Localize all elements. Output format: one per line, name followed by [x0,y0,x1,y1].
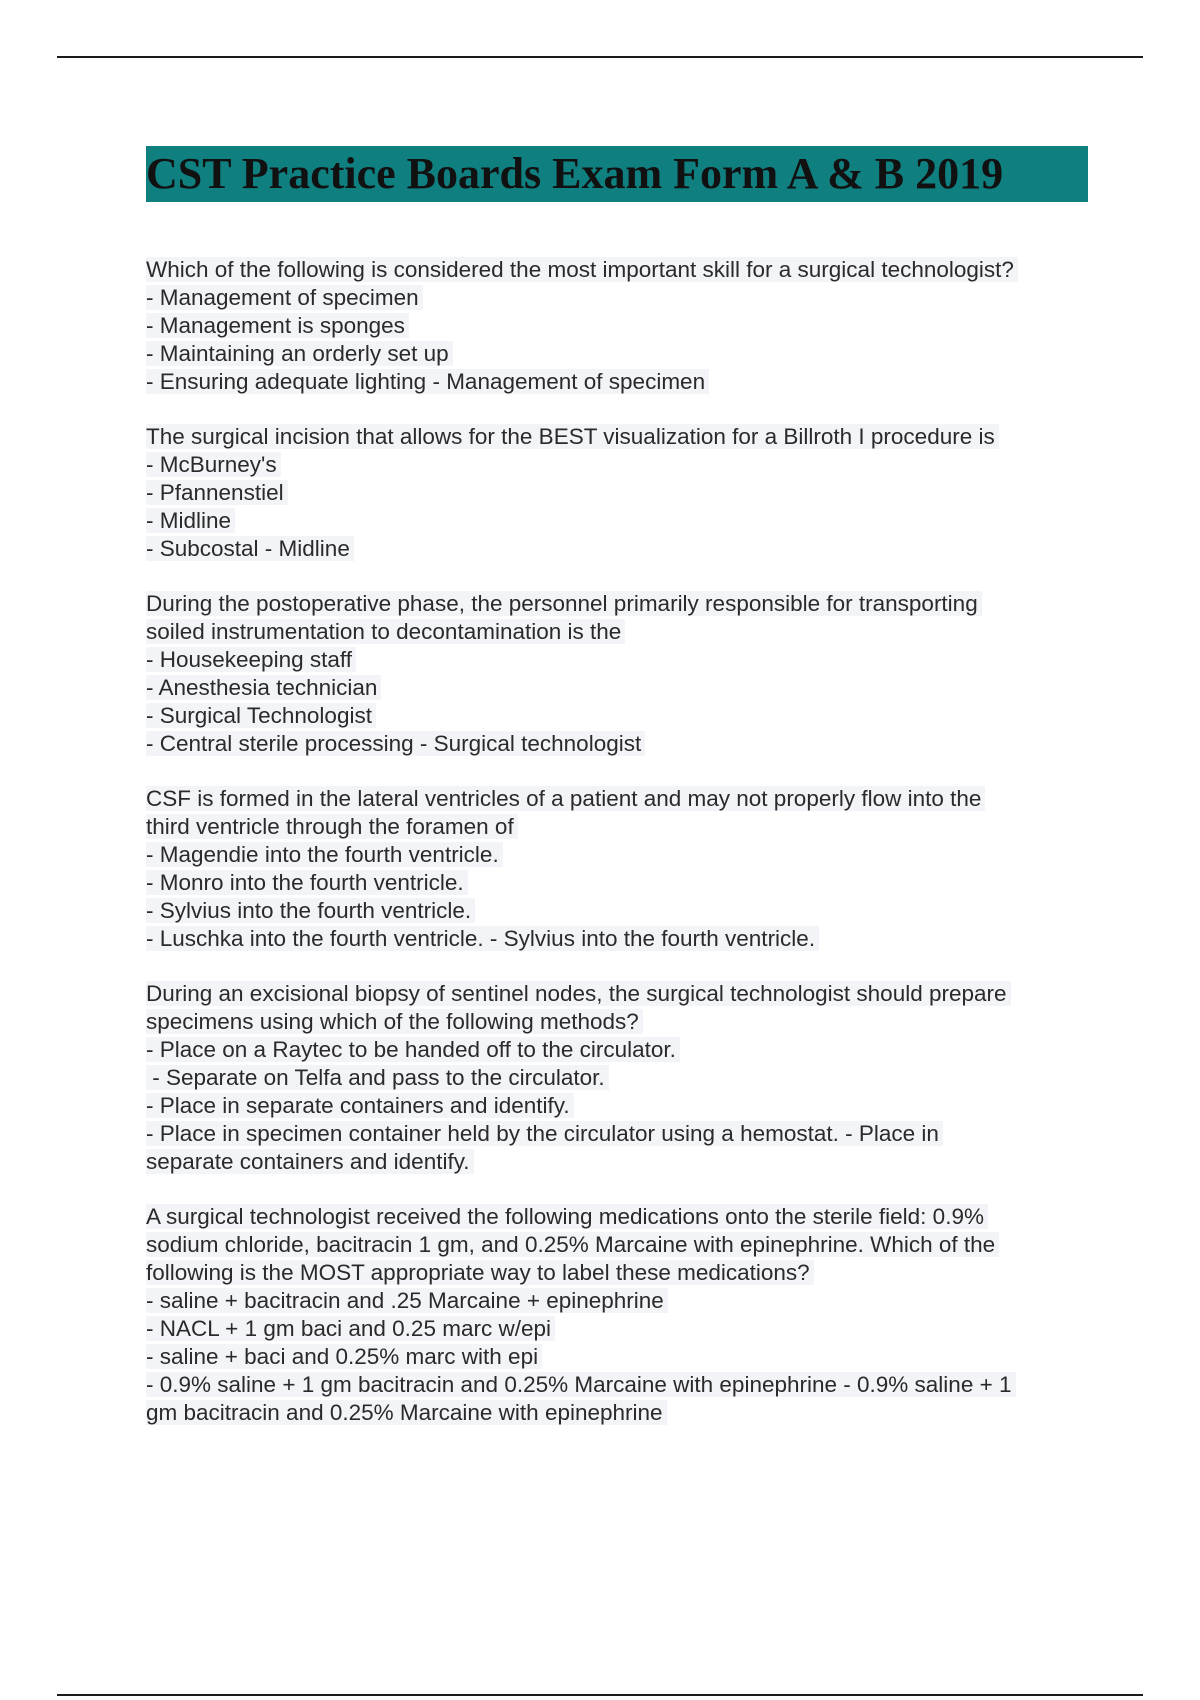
question-line [146,925,1106,953]
line-text: - Place in separate containers and identify. [146,1093,574,1118]
question-line [146,1148,1106,1176]
question-text [146,256,1106,284]
question-line [146,1064,1106,1092]
line-text: - Midline [146,508,235,533]
question-line [146,340,1106,368]
question-line [146,1399,1106,1427]
question-line [146,1092,1106,1120]
line-text: The surgical incision that allows for the BEST visualization for a Billroth I procedure is [146,424,999,449]
question-text [146,590,1106,618]
line-text: - Magendie into the fourth ventricle. [146,842,503,867]
question-line [146,1259,1106,1287]
question-line [146,897,1106,925]
question-text [146,1203,1106,1231]
question-line [146,618,1106,646]
question-line [146,1008,1106,1036]
line-text: - Housekeeping staff [146,647,356,672]
question-line [146,284,1106,312]
title-banner [146,146,1088,202]
line-text: - Anesthesia technician [146,675,381,700]
line-text: A surgical technologist received the following medications onto the sterile field: 0.9% [146,1204,988,1229]
line-text: - Central sterile processing - Surgical technologist [146,731,645,756]
question-line [146,507,1106,535]
page-title: CST Practice Boards Exam Form A & B 2019 [146,149,1004,198]
line-text: - NACL + 1 gm baci and 0.25 marc w/epi [146,1316,555,1341]
question-line [146,674,1106,702]
question-line [146,1120,1106,1148]
line-text: soiled instrumentation to decontamination is the [146,619,625,644]
line-text: - Luschka into the fourth ventricle. - Sylvius into the fourth ventricle. [146,926,819,951]
line-text: CSF is formed in the lateral ventricles of a patient and may not properly flow into the [146,786,985,811]
question-line [146,730,1106,758]
line-text: - saline + bacitracin and .25 Marcaine + epinephrine [146,1288,668,1313]
question-line [146,451,1106,479]
question-text [146,423,1106,451]
question-line [146,479,1106,507]
line-text: separate containers and identify. [146,1149,474,1174]
line-text: During the postoperative phase, the personnel primarily responsible for transporting [146,591,982,616]
question-block [146,1203,1106,1427]
question-block [146,785,1106,953]
question-block [146,423,1106,563]
line-text: following is the MOST appropriate way to label these medications? [146,1260,814,1285]
question-line [146,702,1106,730]
line-text: - Ensuring adequate lighting - Management of specimen [146,369,709,394]
line-text: - Management is sponges [146,313,409,338]
line-text: - Maintaining an orderly set up [146,341,453,366]
line-text: - McBurney's [146,452,281,477]
line-text: Which of the following is considered the most important skill for a surgical technologist? [146,257,1018,282]
line-text: third ventricle through the foramen of [146,814,518,839]
question-line [146,646,1106,674]
question-line [146,1231,1106,1259]
question-text [146,980,1106,1008]
question-block [146,256,1106,396]
question-line [146,841,1106,869]
line-text: - saline + baci and 0.25% marc with epi [146,1344,542,1369]
footer-rule [57,1694,1143,1696]
line-text: - Subcostal - Midline [146,536,354,561]
line-text: - Pfannenstiel [146,480,288,505]
question-block [146,980,1106,1176]
question-line [146,813,1106,841]
question-line [146,535,1106,563]
line-text: - Place in specimen container held by the circulator using a hemostat. - Place in [146,1121,943,1146]
line-text: gm bacitracin and 0.25% Marcaine with epinephrine [146,1400,667,1425]
header-rule [57,56,1143,58]
line-text: specimens using which of the following methods? [146,1009,643,1034]
line-text: During an excisional biopsy of sentinel nodes, the surgical technologist should prepare [146,981,1011,1006]
question-line [146,869,1106,897]
question-block [146,590,1106,758]
question-line [146,1287,1106,1315]
question-line [146,1036,1106,1064]
question-line [146,1315,1106,1343]
question-line [146,1343,1106,1371]
line-text: - Place on a Raytec to be handed off to the circulator. [146,1037,680,1062]
line-text: - Separate on Telfa and pass to the circulator. [146,1065,609,1090]
line-text: - Management of specimen [146,285,423,310]
question-line [146,312,1106,340]
line-text: - Surgical Technologist [146,703,376,728]
question-line [146,368,1106,396]
line-text: - 0.9% saline + 1 gm bacitracin and 0.25% Marcaine with epinephrine - 0.9% saline + 1 [146,1372,1016,1397]
question-line [146,1371,1106,1399]
line-text: - Monro into the fourth ventricle. [146,870,468,895]
question-list [146,256,1106,1454]
question-text [146,785,1106,813]
line-text: - Sylvius into the fourth ventricle. [146,898,475,923]
line-text: sodium chloride, bacitracin 1 gm, and 0.25% Marcaine with epinephrine. Which of the [146,1232,999,1257]
